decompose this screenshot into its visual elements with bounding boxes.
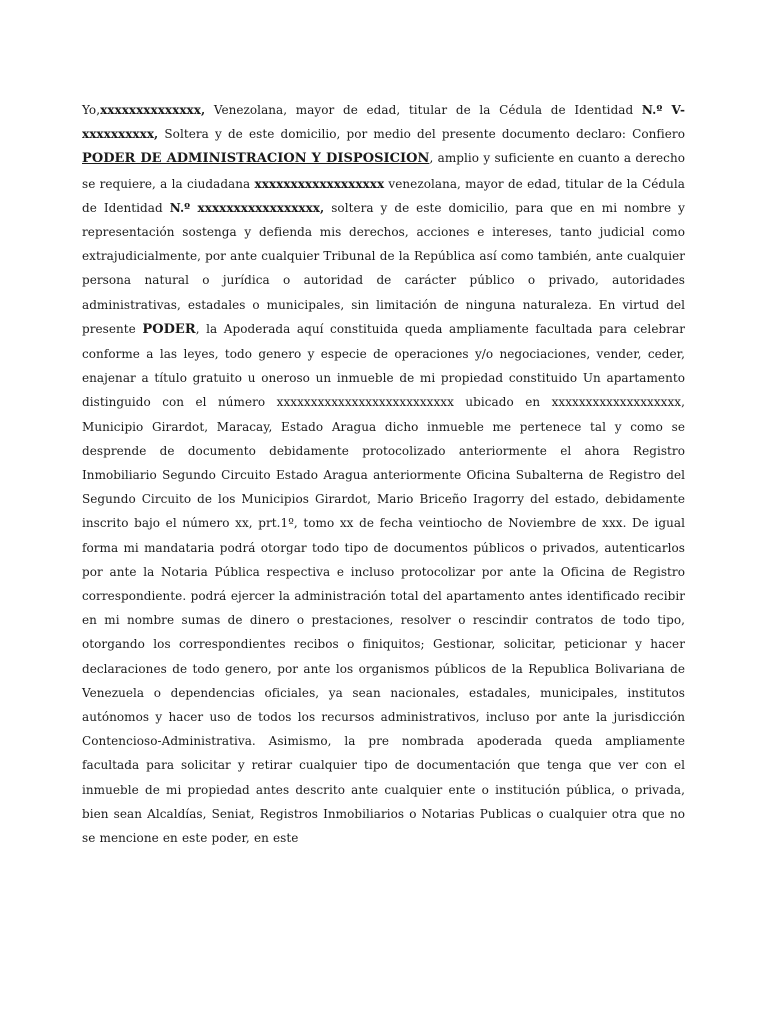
power-type-heading: PODER DE ADMINISTRACION Y DISPOSICION [82,151,430,167]
poder-keyword: PODER [142,321,196,337]
text-segment: venezolana, mayor de edad, titular de la Cédula de Identidad [82,176,685,215]
grantor-name: xxxxxxxxxxxxxx, [100,103,206,117]
text-segment: soltera y de este domicilio, para que en mi nombre y representación sostenga y defienda mis derechos, acciones e intereses, tanto judicial como extrajudicialmente, por ante cualquier Tribunal de la República así como también, ante cualquier persona natural o jurídica o autoridad de carácter público o privado, autoridades administrativas, estadales o municipales, sin limitación de ninguna naturaleza. En virtud del presente [82,200,686,336]
attorney-name: xxxxxxxxxxxxxxxxxx [254,176,385,191]
text-segment: Soltera y de este domicilio, por medio del presente documento declaro: Confiero [158,127,685,142]
attorney-id-number: N.º xxxxxxxxxxxxxxxxx, [169,200,325,215]
text-segment: , la Apoderada aquí constituida queda ampliamente facultada para celebrar conforme a las leyes, todo genero y especie de operaciones y/o negociaciones, vender, ceder, enajenar a título gratuito u oneroso un inmueble de mi propiedad constituido Un apartamento distinguido con el número xxxxxxxxxxxxxxxxxxxxxxxxxx ubicado en xxxxxxxxxxxxxxxxxxx, Municipio Girardot, Maracay, Estado Aragua dicho inmueble me pertenece tal y como se desprende de documento debidamente protocolizado anteriormente el ahora Registro Inmobiliario Segundo Circuito Estado Aragua anteriormente Oficina Subalterna de Registro del Segundo Circuito de los Municipios Girardot, Mario Briceño Iragorry del estado, debidamente inscrito bajo el número xx, prt.1º, tomo xx de fecha veintiocho de Noviembre de xxx. De igual forma mi mandataria podrá otorgar todo tipo de documentos públicos o privados, autenticarlos por ante la Notaria Pública respectiva e incluso protocolizar por ante la Oficina de Registro correspondiente. podrá ejercer la administración total del apartamento antes identificado recibir en mi nombre sumas de dinero o prestaciones, resolver o rescindir contratos de todo tipo, otorgando los correspondientes recibos o finiquitos; Gestionar, solicitar, peticionar y hacer declaraciones de todo genero, por ante los organismos públicos de la Republica Bolivariana de Venezuela o dependencias oficiales, ya sean nacionales, estadales, municipales, institutos autónomos y hacer uso de todos los recursos administrativos, incluso por ante la jurisdicción Contencioso-Administrativa. Asimismo, la pre nombrada apoderada queda ampliamente facultada para solicitar y retirar cualquier tipo de documentación que tenga que ver con el inmueble de mi propiedad antes descrito ante cualquier ente o institución pública, o privada, bien sean Alcaldías, Seniat, Registros Inmobiliarios o Notarias Publicas o cualquier otra que no se mencione en este poder, en este [82,321,685,846]
grantor-id-number: N.º V-xxxxxxxxxx, [82,103,686,142]
text-segment: , amplio y suficiente en cuanto a derecho se requiere, a la ciudadana [82,151,686,191]
text-segment: Yo, [82,103,101,117]
power-of-attorney-paragraph [82,98,685,850]
text-segment: Venezolana, mayor de edad, titular de la Cédula de Identidad [205,103,642,117]
